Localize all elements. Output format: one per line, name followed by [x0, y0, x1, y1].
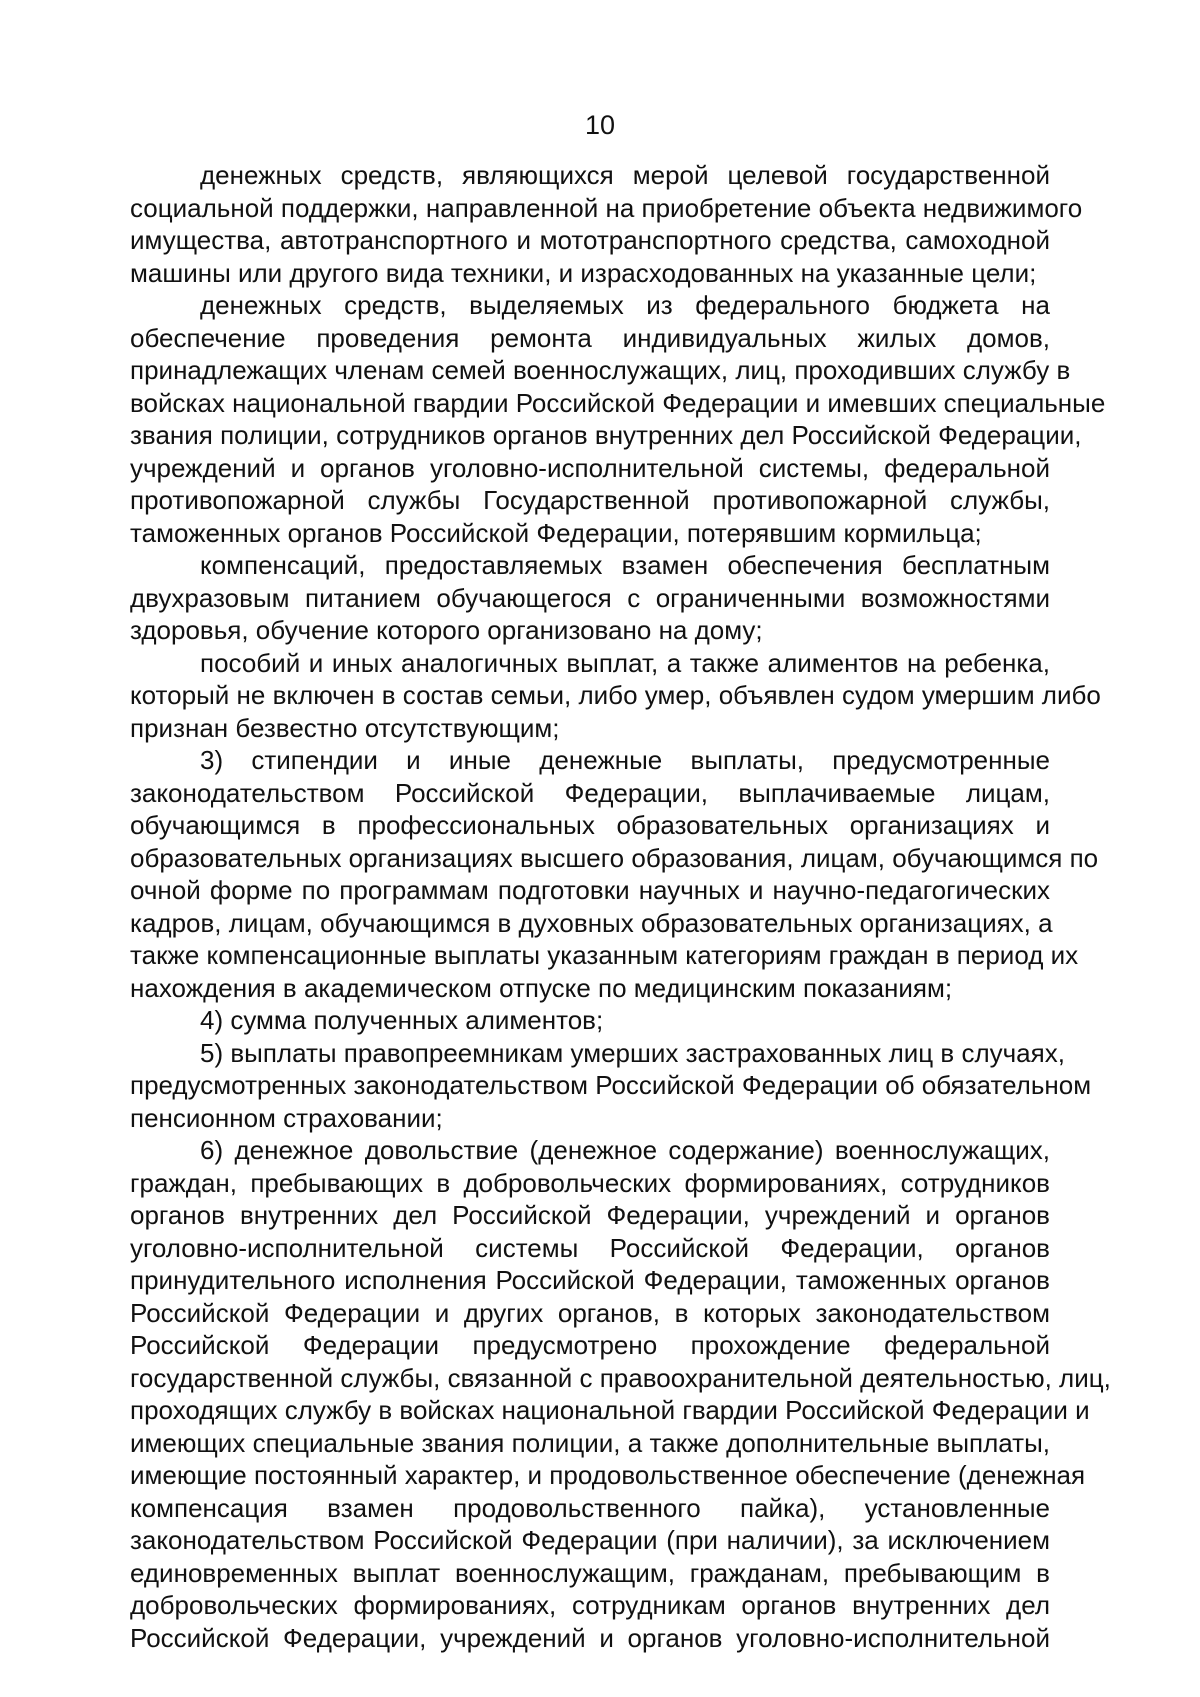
- text-line: обеспечение проведения ремонта индивидуальных жилых домов,: [130, 322, 1050, 353]
- document-body: [130, 159, 1111, 1654]
- text-line: 3) стипендии и иные денежные выплаты, предусмотренные: [200, 745, 1050, 775]
- text-line: двухразовым питанием обучающегося с ограниченными возможностями: [130, 582, 1050, 613]
- paragraph: [130, 549, 1050, 647]
- text-line: очной форме по программам подготовки научных и научно-педагогических: [130, 875, 1050, 905]
- page-number: 10: [584, 110, 616, 140]
- text-line: здоровья, обучение которого организовано на дому;: [130, 615, 763, 645]
- text-line: Российской Федерации, учреждений и органов уголовно-исполнительной: [130, 1622, 1050, 1653]
- text-line: денежных средств, выделяемых из федерального бюджета на: [200, 290, 1050, 320]
- text-line: обучающимся в профессиональных образовательных организациях и: [130, 810, 1050, 840]
- text-line: граждан, пребывающих в добровольческих формированиях, сотрудников: [130, 1167, 1050, 1198]
- text-line: звания полиции, сотрудников органов внутренних дел Российской Федерации,: [130, 420, 1082, 450]
- text-line: единовременных выплат военнослужащим, гражданам, пребывающим в: [130, 1557, 1050, 1588]
- paragraph: [130, 744, 1099, 1004]
- text-line: денежных средств, являющихся мерой целевой государственной: [200, 160, 1050, 190]
- text-line: который не включен в состав семьи, либо умер, объявлен судом умершим либо: [130, 680, 1101, 710]
- text-line: социальной поддержки, направленной на приобретение объекта недвижимого: [130, 192, 1083, 223]
- text-line: Российской Федерации и других органов, в которых законодательством: [130, 1297, 1050, 1328]
- paragraph: [130, 1004, 1050, 1037]
- text-line: предусмотренных законодательством Российской Федерации об обязательном: [130, 1070, 1092, 1100]
- text-line: законодательством Российской Федерации (при наличии), за исключением: [130, 1525, 1050, 1555]
- text-line: признан безвестно отсутствующим;: [130, 712, 560, 743]
- text-line: нахождения в академическом отпуске по медицинским показаниям;: [130, 972, 953, 1003]
- text-line: имеющих специальные звания полиции, а также дополнительные выплаты,: [130, 1427, 1050, 1458]
- text-line: кадров, лицам, обучающимся в духовных образовательных организациях, а: [130, 907, 1053, 938]
- text-line: машины или другого вида техники, и израсходованных на указанные цели;: [130, 257, 1037, 288]
- text-line: компенсаций, предоставляемых взамен обеспечения бесплатным: [200, 550, 1050, 580]
- text-line: таможенных органов Российской Федерации, потерявшим кормильца;: [130, 517, 982, 548]
- text-line: также компенсационные выплаты указанным категориям граждан в период их: [130, 940, 1079, 970]
- text-line: компенсация взамен продовольственного пайка), установленные: [130, 1492, 1050, 1523]
- text-line: Российской Федерации предусмотрено прохождение федеральной: [130, 1330, 1050, 1360]
- text-line: органов внутренних дел Российской Федерации, учреждений и органов: [130, 1200, 1050, 1230]
- text-line: имущества, автотранспортного и мототранспортного средства, самоходной: [130, 225, 1050, 255]
- text-line: образовательных организациях высшего образования, лицам, обучающимся по: [130, 842, 1099, 873]
- text-line: учреждений и органов уголовно-исполнительной системы, федеральной: [130, 452, 1050, 483]
- text-line: пенсионном страховании;: [130, 1102, 443, 1133]
- paragraph: [130, 159, 1083, 289]
- text-line: государственной службы, связанной с правоохранительной деятельностью, лиц,: [130, 1362, 1111, 1393]
- paragraph: [130, 1134, 1111, 1654]
- paragraph: [130, 289, 1106, 549]
- paragraph: [130, 1037, 1092, 1135]
- text-line: принудительного исполнения Российской Федерации, таможенных органов: [130, 1265, 1050, 1295]
- text-line: добровольческих формированиях, сотрудникам органов внутренних дел: [130, 1590, 1050, 1620]
- text-line: проходящих службу в войсках национальной гвардии Российской Федерации и: [130, 1395, 1090, 1425]
- text-line: имеющие постоянный характер, и продовольственное обеспечение (денежная: [130, 1460, 1086, 1490]
- text-line: противопожарной службы Государственной противопожарной службы,: [130, 485, 1050, 515]
- text-line: пособий и иных аналогичных выплат, а также алиментов на ребенка,: [200, 647, 1050, 678]
- paragraph: [130, 647, 1101, 745]
- text-line: законодательством Российской Федерации, выплачиваемые лицам,: [130, 777, 1050, 808]
- text-line: принадлежащих членам семей военнослужащих, лиц, проходивших службу в: [130, 355, 1071, 385]
- text-line: 5) выплаты правопреемникам умерших застрахованных лиц в случаях,: [200, 1037, 1065, 1068]
- text-line: 6) денежное довольствие (денежное содержание) военнослужащих,: [200, 1135, 1050, 1165]
- text-line: войсках национальной гвардии Российской Федерации и имевших специальные: [130, 387, 1106, 418]
- text-line: 4) сумма полученных алиментов;: [200, 1005, 604, 1035]
- text-line: уголовно-исполнительной системы Российской Федерации, органов: [130, 1232, 1050, 1263]
